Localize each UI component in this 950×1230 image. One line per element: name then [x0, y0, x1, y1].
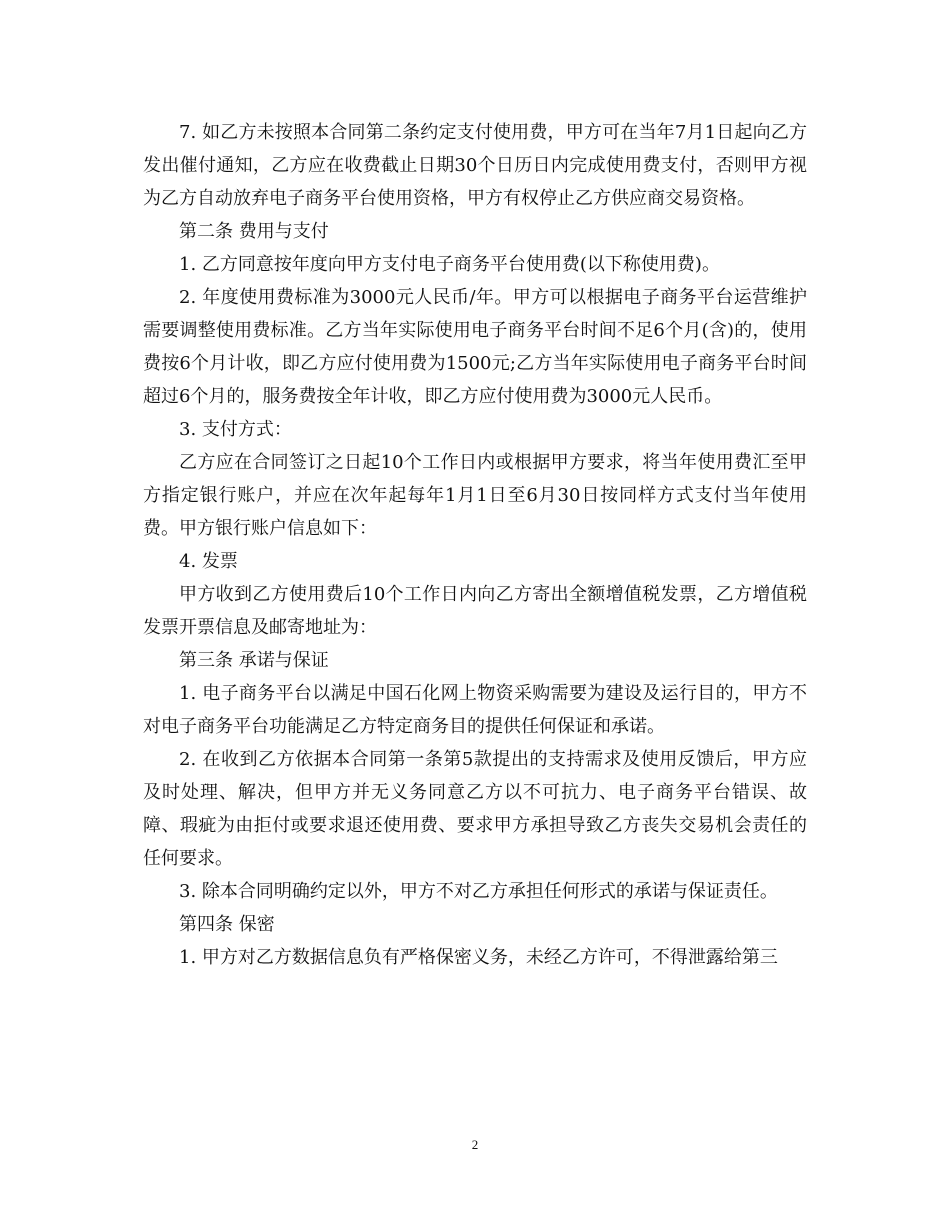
article-2-heading: 第二条 费用与支付 [179, 221, 329, 242]
clause-4-item-1: 1. 甲方对乙方数据信息负有严格保密义务，未经乙方许可，不得泄露给第三 [179, 947, 778, 968]
clause-3-item-1: 1. 电子商务平台以满足中国石化网上物资采购需要为建设及运行目的，甲方不对电子商务平台功能满足乙方特定商务目的提供任何保证和承诺。 [143, 683, 807, 737]
clause-2-item-3-body: 乙方应在合同签订之日起10个工作日内或根据甲方要求，将当年使用费汇至甲方指定银行账户，并应在次年起每年1月1日至6月30日按同样方式支付当年使用费。甲方银行账户信息如下： [143, 452, 807, 539]
clause-3-item-3: 3. 除本合同明确约定以外，甲方不对乙方承担任何形式的承诺与保证责任。 [179, 881, 778, 902]
clause-3-item-2: 2. 在收到乙方依据本合同第一条第5款提出的支持需求及使用反馈后，甲方应及时处理、解决，但甲方并无义务同意乙方以不可抗力、电子商务平台错误、故障、瑕疵为由拒付或要求退还使用费、要求甲方承担导致乙方丧失交易机会责任的任何要求。 [143, 749, 807, 869]
document-body [143, 116, 807, 974]
clause-1-item-7: 7. 如乙方未按照本合同第二条约定支付使用费，甲方可在当年7月1日起向乙方发出催付通知，乙方应在收费截止日期30个日历日内完成使用费支付，否则甲方视为乙方自动放弃电子商务平台使用资格，甲方有权停止乙方供应商交易资格。 [143, 122, 807, 209]
article-4-heading: 第四条 保密 [179, 914, 275, 935]
clause-2-item-1: 1. 乙方同意按年度向甲方支付电子商务平台使用费(以下称使用费)。 [179, 254, 720, 275]
article-3-heading: 第三条 承诺与保证 [179, 650, 329, 671]
clause-2-item-2: 2. 年度使用费标准为3000元人民币/年。甲方可以根据电子商务平台运营维护需要调整使用费标准。乙方当年实际使用电子商务平台时间不足6个月(含)的，使用费按6个月计收，即乙方应付使用费为1500元;乙方当年实际使用电子商务平台时间超过6个月的，服务费按全年计收，即乙方应付使用费为3000元人民币。 [143, 287, 807, 407]
clause-2-item-4: 4. 发票 [179, 551, 238, 572]
page-number: 2 [471, 1137, 479, 1152]
clause-2-item-3: 3. 支付方式： [179, 419, 292, 440]
clause-2-item-4-body: 甲方收到乙方使用费后10个工作日内向乙方寄出全额增值税发票，乙方增值税发票开票信息及邮寄地址为： [143, 584, 807, 638]
